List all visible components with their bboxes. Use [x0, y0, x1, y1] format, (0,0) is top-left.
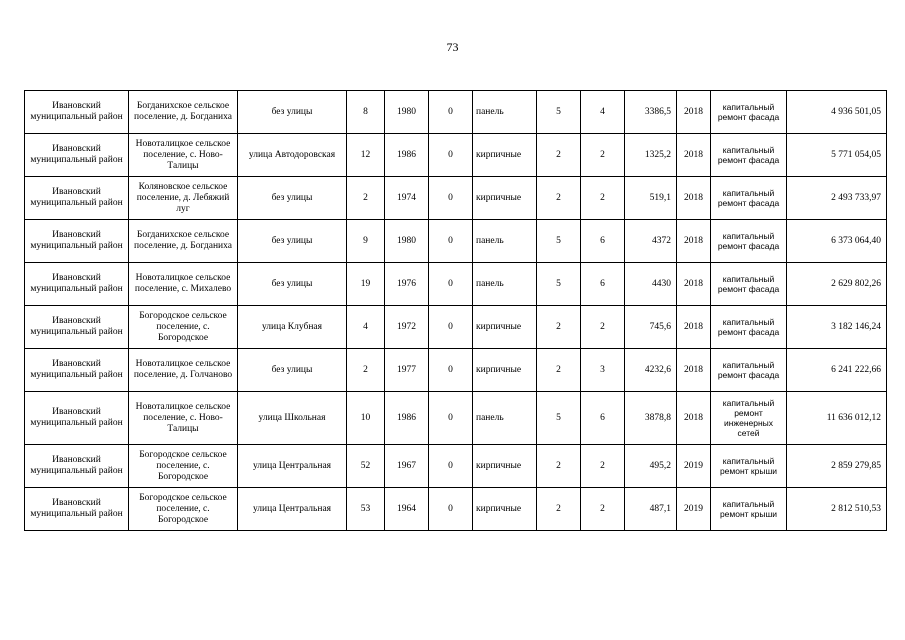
- plan-year-cell: 2018: [677, 263, 711, 306]
- work-type-cell: капитальный ремонт фасада: [711, 220, 787, 263]
- floors-cell: 2: [537, 134, 581, 177]
- cost-cell: 6 241 222,66: [787, 349, 887, 392]
- area-cell: 1325,2: [625, 134, 677, 177]
- settlement-cell: Новоталицкое сельское поселение, с. Ново-Талицы: [129, 134, 238, 177]
- wall-material-cell: кирпичные: [473, 306, 537, 349]
- table-row: [25, 91, 887, 134]
- entrances-cell: 2: [581, 306, 625, 349]
- zero-cell: 0: [429, 306, 473, 349]
- district-cell: Ивановский муниципальный район: [25, 134, 129, 177]
- build-year-cell: 1980: [385, 91, 429, 134]
- area-cell: 3386,5: [625, 91, 677, 134]
- wall-material-cell: панель: [473, 220, 537, 263]
- entrances-cell: 2: [581, 134, 625, 177]
- zero-cell: 0: [429, 445, 473, 488]
- district-cell: Ивановский муниципальный район: [25, 392, 129, 445]
- work-type-cell: капитальный ремонт крыши: [711, 445, 787, 488]
- district-cell: Ивановский муниципальный район: [25, 349, 129, 392]
- work-type-cell: капитальный ремонт инженерных сетей: [711, 392, 787, 445]
- settlement-cell: Новоталицкое сельское поселение, с. Михалево: [129, 263, 238, 306]
- cost-cell: 2 493 733,97: [787, 177, 887, 220]
- entrances-cell: 2: [581, 445, 625, 488]
- cost-cell: 4 936 501,05: [787, 91, 887, 134]
- table-row: [25, 392, 887, 445]
- street-cell: без улицы: [238, 220, 347, 263]
- street-cell: улица Центральная: [238, 445, 347, 488]
- entrances-cell: 6: [581, 220, 625, 263]
- street-cell: без улицы: [238, 91, 347, 134]
- zero-cell: 0: [429, 349, 473, 392]
- plan-year-cell: 2018: [677, 306, 711, 349]
- settlement-cell: Богородское сельское поселение, с. Богородское: [129, 445, 238, 488]
- floors-cell: 2: [537, 445, 581, 488]
- district-cell: Ивановский муниципальный район: [25, 306, 129, 349]
- table-row: [25, 349, 887, 392]
- house-number-cell: 19: [347, 263, 385, 306]
- table-row: [25, 488, 887, 531]
- entrances-cell: 2: [581, 488, 625, 531]
- work-type-cell: капитальный ремонт фасада: [711, 177, 787, 220]
- plan-year-cell: 2019: [677, 445, 711, 488]
- area-cell: 495,2: [625, 445, 677, 488]
- cost-cell: 2 859 279,85: [787, 445, 887, 488]
- build-year-cell: 1972: [385, 306, 429, 349]
- plan-year-cell: 2018: [677, 349, 711, 392]
- area-cell: 4372: [625, 220, 677, 263]
- settlement-cell: Новоталицкое сельское поселение, д. Голчаново: [129, 349, 238, 392]
- floors-cell: 5: [537, 220, 581, 263]
- floors-cell: 5: [537, 263, 581, 306]
- floors-cell: 2: [537, 349, 581, 392]
- district-cell: Ивановский муниципальный район: [25, 445, 129, 488]
- wall-material-cell: панель: [473, 263, 537, 306]
- cost-cell: 5 771 054,05: [787, 134, 887, 177]
- area-cell: 4232,6: [625, 349, 677, 392]
- zero-cell: 0: [429, 220, 473, 263]
- work-type-cell: капитальный ремонт крыши: [711, 488, 787, 531]
- district-cell: Ивановский муниципальный район: [25, 220, 129, 263]
- house-number-cell: 9: [347, 220, 385, 263]
- house-number-cell: 4: [347, 306, 385, 349]
- build-year-cell: 1986: [385, 392, 429, 445]
- cost-cell: 6 373 064,40: [787, 220, 887, 263]
- wall-material-cell: кирпичные: [473, 349, 537, 392]
- street-cell: улица Центральная: [238, 488, 347, 531]
- house-number-cell: 10: [347, 392, 385, 445]
- street-cell: без улицы: [238, 349, 347, 392]
- cost-cell: 3 182 146,24: [787, 306, 887, 349]
- settlement-cell: Новоталицкое сельское поселение, с. Ново-Талицы: [129, 392, 238, 445]
- plan-year-cell: 2018: [677, 134, 711, 177]
- plan-year-cell: 2018: [677, 91, 711, 134]
- settlement-cell: Богданихское сельское поселение, д. Богданиха: [129, 91, 238, 134]
- work-type-cell: капитальный ремонт фасада: [711, 263, 787, 306]
- area-cell: 3878,8: [625, 392, 677, 445]
- cost-cell: 2 812 510,53: [787, 488, 887, 531]
- work-type-cell: капитальный ремонт фасада: [711, 91, 787, 134]
- floors-cell: 5: [537, 392, 581, 445]
- floors-cell: 5: [537, 91, 581, 134]
- zero-cell: 0: [429, 91, 473, 134]
- floors-cell: 2: [537, 488, 581, 531]
- house-number-cell: 52: [347, 445, 385, 488]
- area-cell: 519,1: [625, 177, 677, 220]
- plan-year-cell: 2018: [677, 392, 711, 445]
- wall-material-cell: панель: [473, 392, 537, 445]
- table-row: [25, 263, 887, 306]
- wall-material-cell: кирпичные: [473, 488, 537, 531]
- plan-year-cell: 2019: [677, 488, 711, 531]
- cost-cell: 11 636 012,12: [787, 392, 887, 445]
- entrances-cell: 3: [581, 349, 625, 392]
- settlement-cell: Коляновское сельское поселение, д. Лебяжий луг: [129, 177, 238, 220]
- wall-material-cell: кирпичные: [473, 177, 537, 220]
- street-cell: без улицы: [238, 263, 347, 306]
- house-number-cell: 12: [347, 134, 385, 177]
- street-cell: улица Автодоровская: [238, 134, 347, 177]
- wall-material-cell: панель: [473, 91, 537, 134]
- zero-cell: 0: [429, 134, 473, 177]
- table-row: [25, 220, 887, 263]
- zero-cell: 0: [429, 263, 473, 306]
- plan-year-cell: 2018: [677, 177, 711, 220]
- entrances-cell: 2: [581, 177, 625, 220]
- street-cell: улица Школьная: [238, 392, 347, 445]
- build-year-cell: 1977: [385, 349, 429, 392]
- zero-cell: 0: [429, 177, 473, 220]
- settlement-cell: Богородское сельское поселение, с. Богородское: [129, 306, 238, 349]
- build-year-cell: 1974: [385, 177, 429, 220]
- house-number-cell: 2: [347, 177, 385, 220]
- entrances-cell: 6: [581, 263, 625, 306]
- area-cell: 4430: [625, 263, 677, 306]
- house-number-cell: 53: [347, 488, 385, 531]
- wall-material-cell: кирпичные: [473, 445, 537, 488]
- build-year-cell: 1976: [385, 263, 429, 306]
- build-year-cell: 1964: [385, 488, 429, 531]
- district-cell: Ивановский муниципальный район: [25, 488, 129, 531]
- zero-cell: 0: [429, 392, 473, 445]
- settlement-cell: Богородское сельское поселение, с. Богородское: [129, 488, 238, 531]
- district-cell: Ивановский муниципальный район: [25, 177, 129, 220]
- wall-material-cell: кирпичные: [473, 134, 537, 177]
- table-row: [25, 134, 887, 177]
- table-row: [25, 445, 887, 488]
- build-year-cell: 1986: [385, 134, 429, 177]
- entrances-cell: 6: [581, 392, 625, 445]
- page-number: 73: [446, 40, 459, 54]
- table-row: [25, 306, 887, 349]
- build-year-cell: 1980: [385, 220, 429, 263]
- area-cell: 487,1: [625, 488, 677, 531]
- street-cell: без улицы: [238, 177, 347, 220]
- house-number-cell: 2: [347, 349, 385, 392]
- work-type-cell: капитальный ремонт фасада: [711, 306, 787, 349]
- house-number-cell: 8: [347, 91, 385, 134]
- floors-cell: 2: [537, 306, 581, 349]
- settlement-cell: Богданихское сельское поселение, д. Богданиха: [129, 220, 238, 263]
- street-cell: улица Клубная: [238, 306, 347, 349]
- floors-cell: 2: [537, 177, 581, 220]
- entrances-cell: 4: [581, 91, 625, 134]
- build-year-cell: 1967: [385, 445, 429, 488]
- zero-cell: 0: [429, 488, 473, 531]
- work-type-cell: капитальный ремонт фасада: [711, 349, 787, 392]
- cost-cell: 2 629 802,26: [787, 263, 887, 306]
- area-cell: 745,6: [625, 306, 677, 349]
- district-cell: Ивановский муниципальный район: [25, 91, 129, 134]
- housing-repair-table: [24, 90, 887, 531]
- table-row: [25, 177, 887, 220]
- district-cell: Ивановский муниципальный район: [25, 263, 129, 306]
- work-type-cell: капитальный ремонт фасада: [711, 134, 787, 177]
- plan-year-cell: 2018: [677, 220, 711, 263]
